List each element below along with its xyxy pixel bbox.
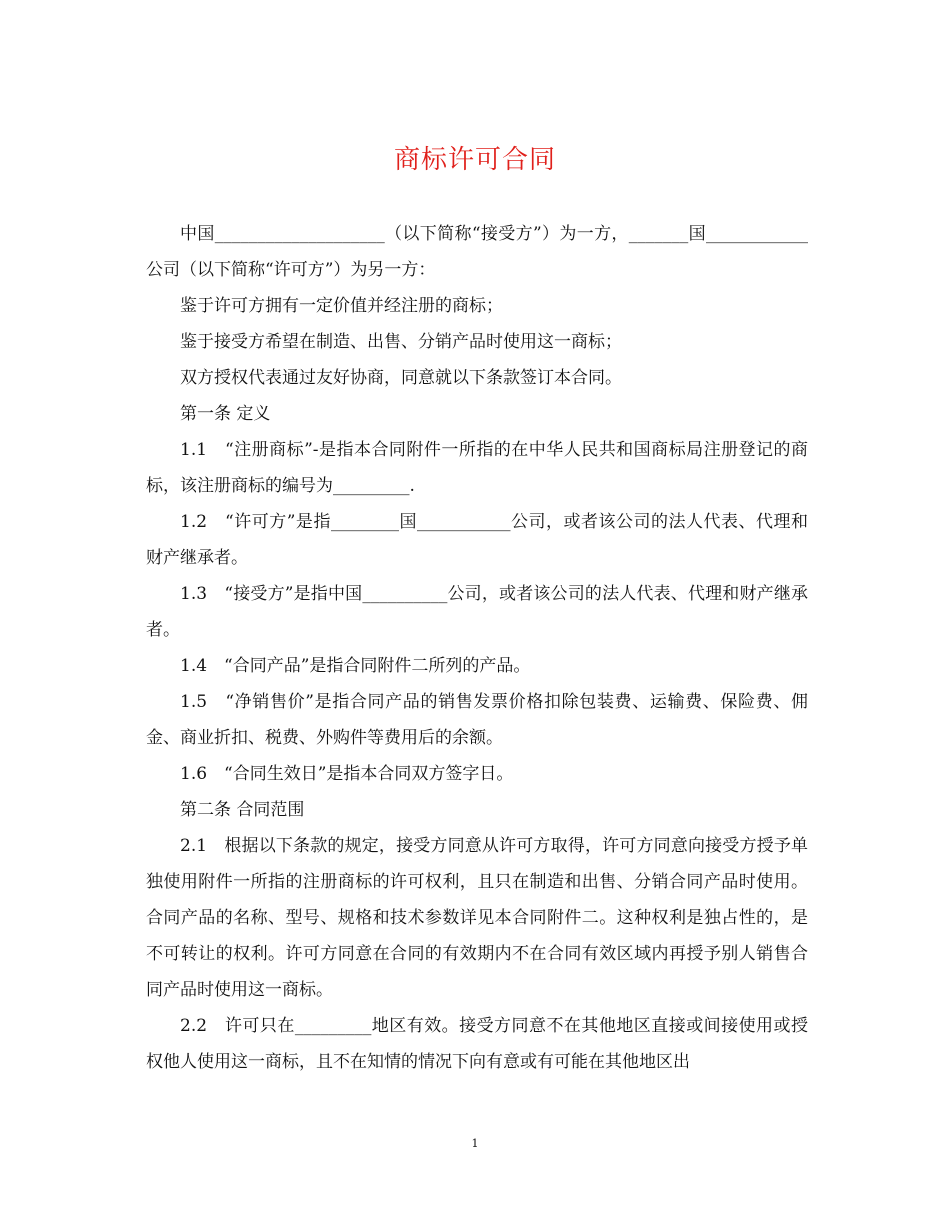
article-2-heading: 第二条 合同范围: [180, 800, 305, 820]
page-title: 商标许可合同: [393, 145, 556, 175]
article-1-heading: 第一条 定义: [180, 404, 271, 424]
clause-2-1: 2.1 根据以下条款的规定，接受方同意从许可方取得，许可方同意向接受方授予单独使用附件一所指的注册商标的许可权利，且只在制造和出售、分销合同产品时使用。合同产品的名称、型号、规格和技术参数详见本合同附件二。这种权利是独占性的，是不可转让的权利。许可方同意在合同的有效期内不在合同有效区域内再授予别人销售合同产品时使用这一商标。: [146, 836, 808, 1000]
clause-1-1: 1.1 “注册商标”-是指本合同附件一所指的在中华人民共和国商标局注册登记的商标，该注册商标的编号为_________.: [146, 440, 808, 496]
paragraph-recital-2: 鉴于接受方希望在制造、出售、分销产品时使用这一商标；: [180, 332, 622, 352]
clause-2-2: 2.2 许可只在_________地区有效。接受方同意不在其他地区直接或间接使用或授权他人使用这一商标，且不在知情的情况下向有意或有可能在其他地区出: [146, 1016, 808, 1072]
clause-1-6: 1.6 “合同生效日”是指本合同双方签字日。: [180, 764, 514, 784]
clause-1-2: 1.2 “许可方”是指________国___________公司，或者该公司的法人代表、代理和财产继承者。: [146, 512, 808, 568]
page-number: 1: [471, 1137, 479, 1150]
paragraph-recital-1: 鉴于许可方拥有一定价值并经注册的商标；: [180, 296, 503, 316]
clause-1-3: 1.3 “接受方”是指中国__________公司，或者该公司的法人代表、代理和财产继承者。: [146, 584, 808, 640]
document-body: [146, 216, 808, 1080]
clause-1-4: 1.4 “合同产品”是指合同附件二所列的产品。: [180, 656, 531, 676]
paragraph-parties: 中国____________________（以下简称“接受方”）为一方，_______国____________公司（以下简称“许可方”）为另一方：: [146, 224, 808, 280]
paragraph-recital-3: 双方授权代表通过友好协商，同意就以下条款签订本合同。: [180, 368, 622, 388]
clause-1-5: 1.5 “净销售价”是指合同产品的销售发票价格扣除包装费、运输费、保险费、佣金、商业折扣、税费、外购件等费用后的余额。: [146, 692, 808, 748]
